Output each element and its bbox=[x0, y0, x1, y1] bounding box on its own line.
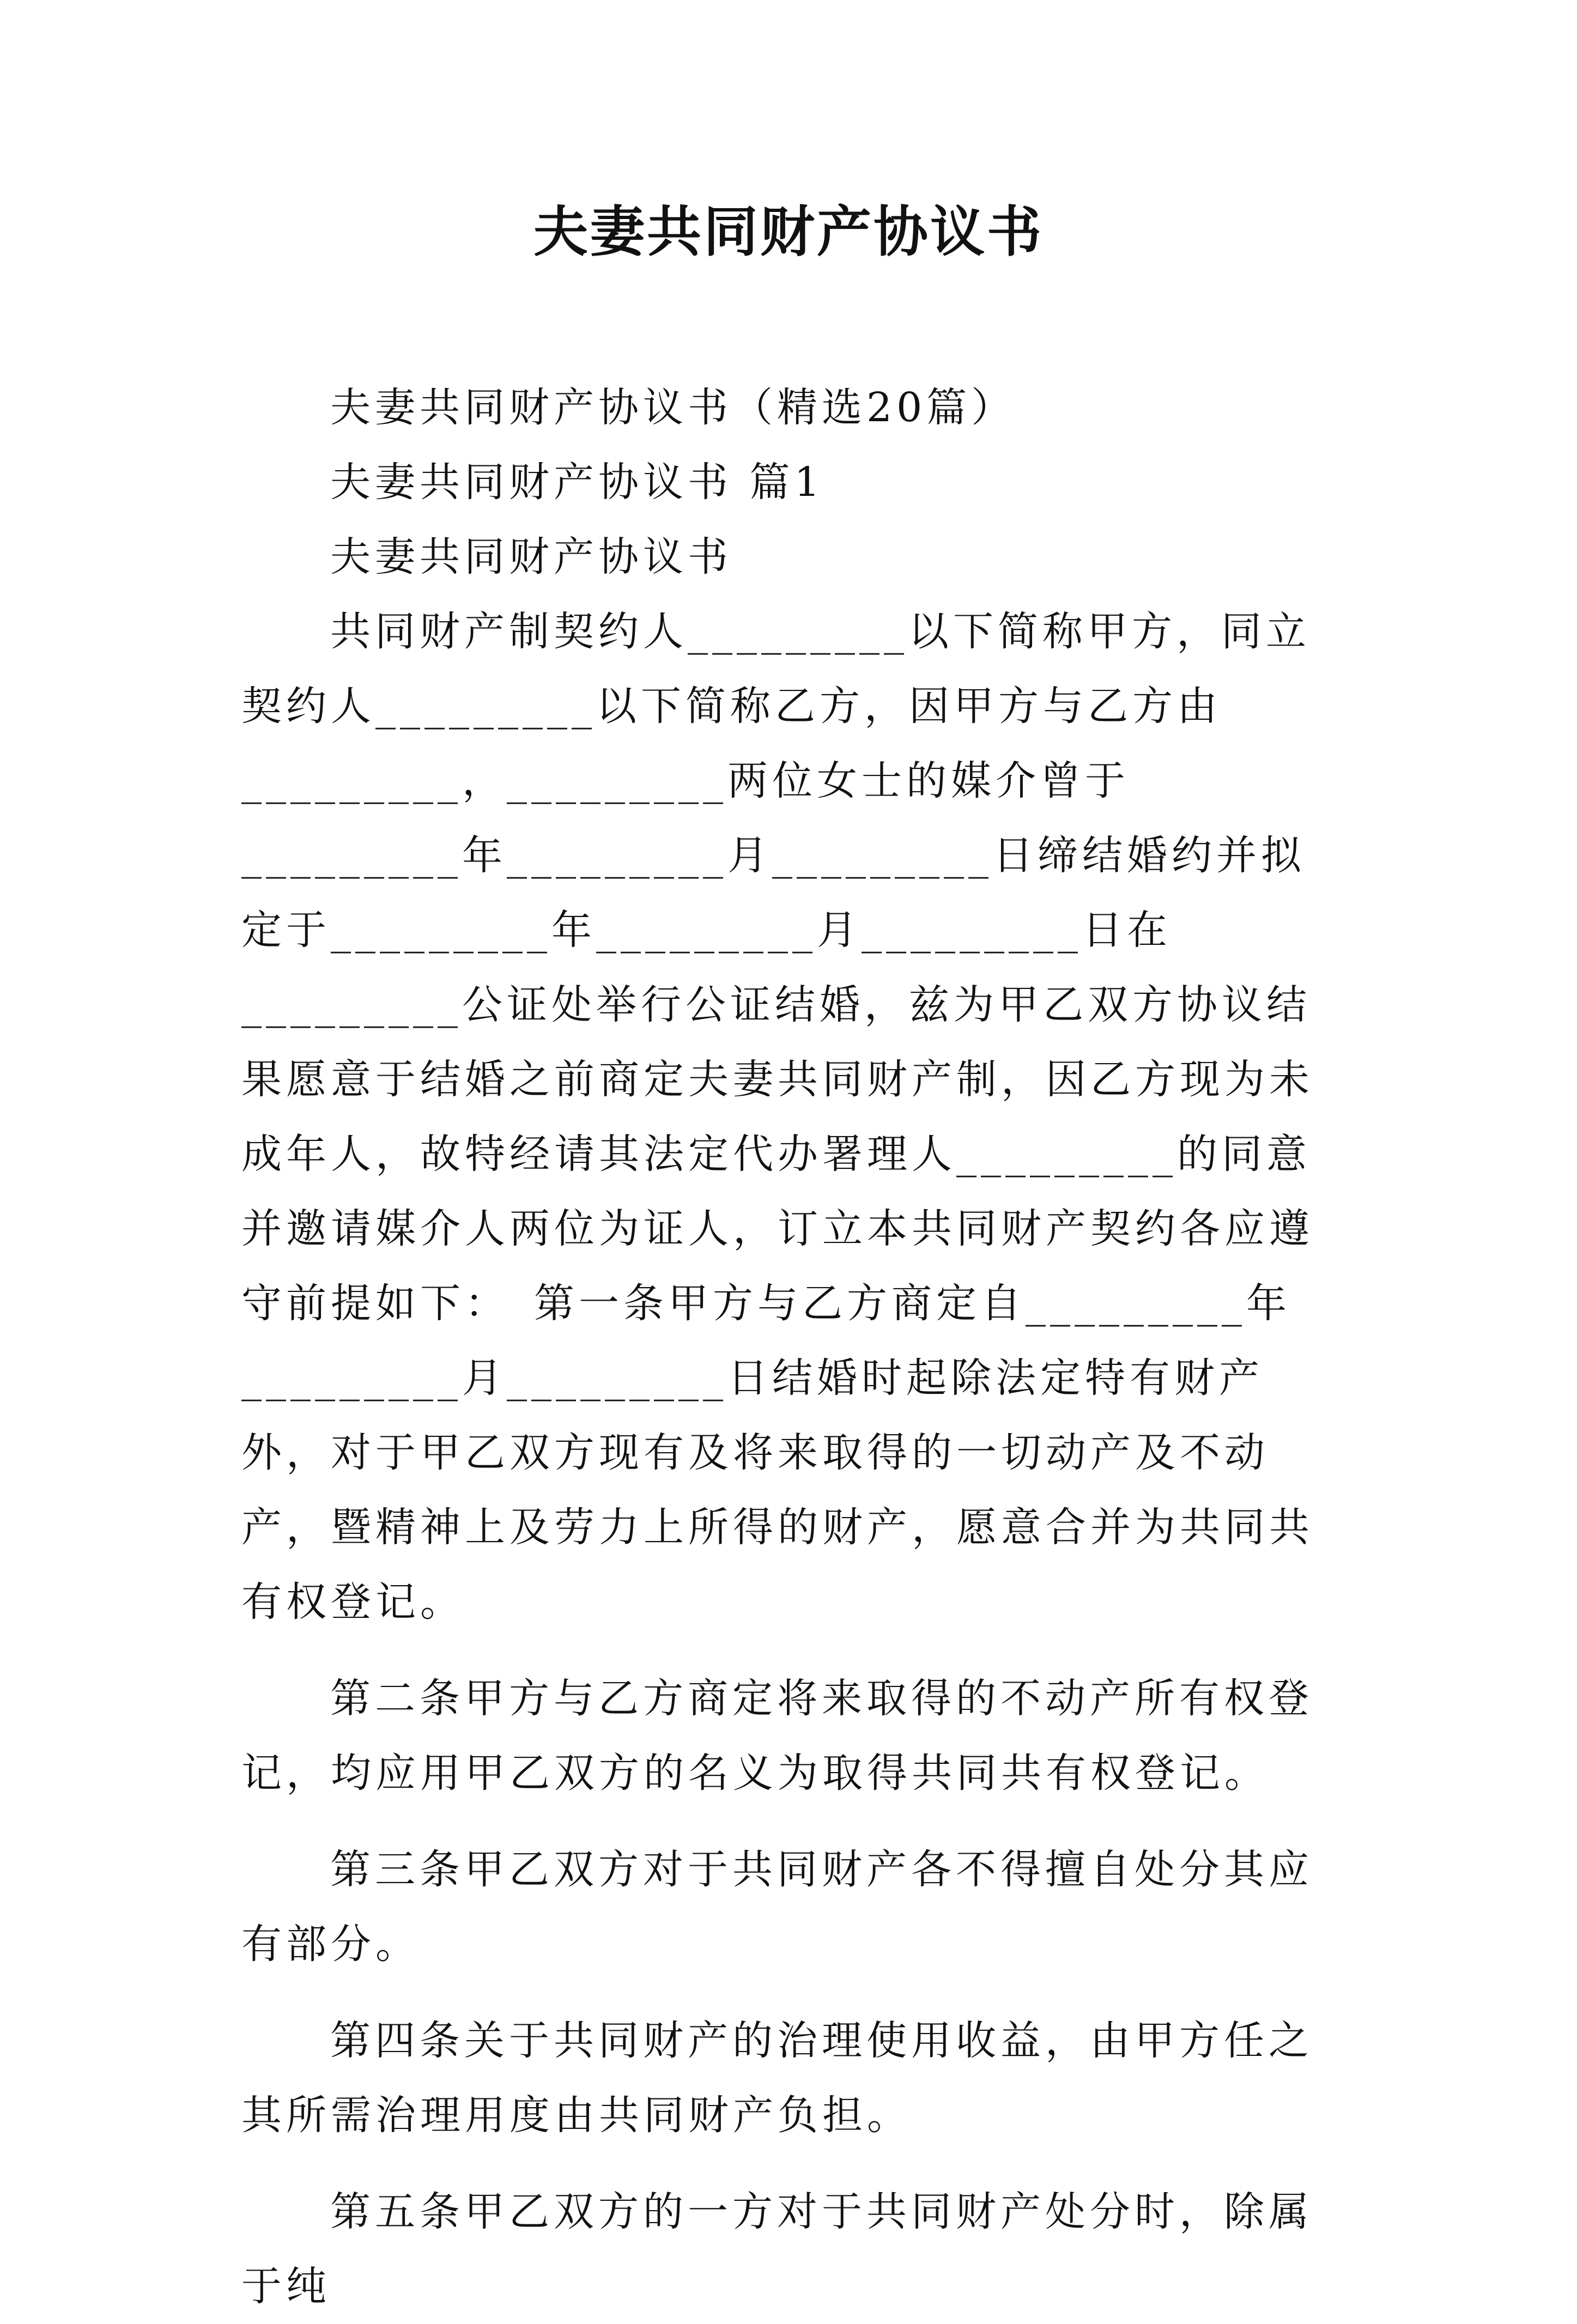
paragraph-collection-heading: 夫妻共同财产协议书（精选20篇） bbox=[330, 384, 1016, 431]
paragraph-article-3: 第三条甲乙双方对于共同财产各不得擅自处分其应有部分。 bbox=[241, 1846, 1313, 1968]
document-body bbox=[241, 371, 1336, 2324]
paragraph-subtitle: 夫妻共同财产协议书 bbox=[330, 533, 732, 580]
paragraph-article-4: 第四条关于共同财产的治理使用收益，由甲方任之其所需治理用度由共同财产负担。 bbox=[241, 2017, 1313, 2139]
document-title: 夫妻共同财产协议书 bbox=[533, 199, 1044, 264]
paragraph-preamble: 共同财产制契约人_________以下简称甲方，同立契约人_________以下简称乙方，因甲方与乙方由_________，_________两位女士的媒介曾于_________年_________月_________日缔结婚约并拟定于_________年_________月_________日在_________公证处举行公证结婚，兹为甲乙双方协议结果愿意于结婚之前商定夫妻共同财产制，因乙方现为未成年人，故特经请其法定代办署理人_________的同意并邀请媒介人两位为证人，订立本共同财产契约各应遵守前提如下： 第一条甲方与乙方商定自_________年_________月_________日结婚时起除法定特有财产外，对于甲乙双方现有及将来取得的一切动产及不动产，暨精神上及劳力上所得的财产，愿意合并为共同共有权登记。 bbox=[241, 608, 1314, 1625]
paragraph-article-2: 第二条甲方与乙方商定将来取得的不动产所有权登记，均应用甲乙双方的名义为取得共同共有权登记。 bbox=[241, 1675, 1313, 1797]
paragraph-section-heading: 夫妻共同财产协议书 篇1 bbox=[330, 459, 824, 506]
paragraph-article-5: 第五条甲乙双方的一方对于共同财产处分时，除属于纯 bbox=[241, 2188, 1313, 2310]
